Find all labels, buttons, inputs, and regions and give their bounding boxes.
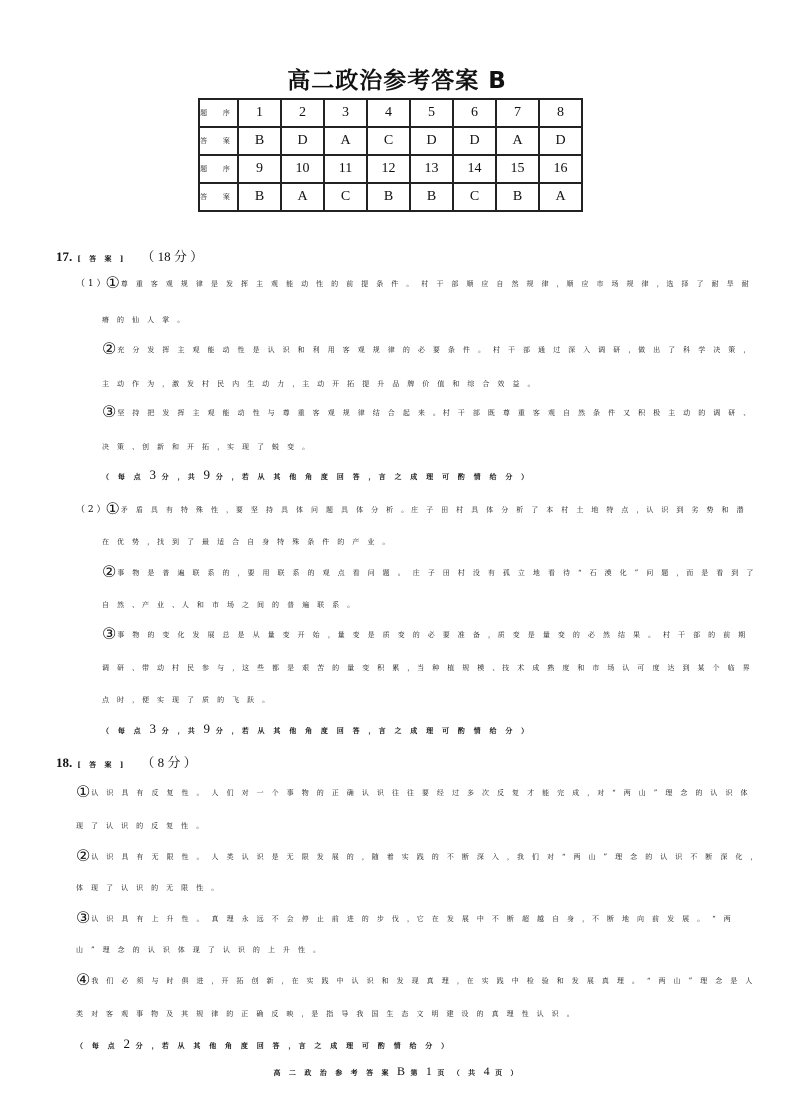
text: 认 识 具 有 反 复 性 。 人 们 对 一 个 事 物 的 正 确 认 识 往 往 要 经 过 多 次 反 复 才 能 完 成 ，对 “ 两 山 ” 理 念 的 认 识 体 — [91, 789, 751, 797]
q17-p1-i3-line2: 决 策 、创 新 和 开 拓 ，实 现 了 蜕 变 。 — [102, 443, 313, 451]
q18-i4-line1 — [76, 970, 756, 989]
text: 分 ，共 — [161, 726, 198, 735]
q17-p1-i2-line2: 主 动 作 为 ，激 发 村 民 内 生 动 力 ，主 动 开 拓 提 升 品 牌 价 值 和 综 合 效 益 。 — [102, 380, 538, 388]
table-cell: 9 — [238, 155, 281, 183]
table-cell: 14 — [453, 155, 496, 183]
table-cell: 15 — [496, 155, 539, 183]
text: 9 — [203, 467, 211, 482]
table-cell: 11 — [324, 155, 367, 183]
table-cell: A — [539, 183, 582, 211]
page-title: 高二政治参考答案 B — [287, 68, 507, 94]
text: 我 们 必 须 与 时 俱 进 ，开 拓 创 新 ，在 实 践 中 认 识 和 发 现 真 理 ，在 实 践 中 检 验 和 发 展 真 理 。 “ 两 山 ” 理 念 是 人 — [91, 977, 756, 985]
q18-i4-line2: 类 对 客 观 事 物 及 其 规 律 的 正 确 反 映 ，是 指 导 我 国 生 态 文 明 建 设 的 真 理 性 认 识 。 — [76, 1010, 577, 1018]
table-cell: 8 — [539, 99, 582, 127]
table-cell: B — [367, 183, 410, 211]
text: 充 分 发 挥 主 观 能 动 性 是 认 识 和 利 用 客 观 规 律 的 必 要 条 件 。 村 干 部 通 过 深 入 调 研 ，做 出 了 科 学 决 策 ， — [117, 346, 754, 354]
row-header: 答 案 — [199, 127, 238, 155]
q17-p1-i2-line1 — [102, 339, 754, 358]
table-cell: B — [238, 127, 281, 155]
text: 第 — [410, 1068, 421, 1077]
q18-i1-line2: 现 了 认 识 的 反 复 性 。 — [76, 822, 207, 830]
table-cell: 7 — [496, 99, 539, 127]
table-cell: D — [539, 127, 582, 155]
table-cell: B — [238, 183, 281, 211]
q18-header — [56, 752, 197, 771]
table-cell: 2 — [281, 99, 324, 127]
q17-p2-i2-line2: 自 然 、产 业 、人 和 市 场 之 间 的 普 遍 联 系 。 — [102, 601, 358, 609]
text: 3 — [149, 721, 157, 736]
text: 事 物 是 普 遍 联 系 的 ，要 用 联 系 的 观 点 看 问 题 。 庄 子 田 村 没 有 孤 立 地 看 待 “ 石 漠 化 ” 问 题 ，而 是 看 到 了 — [117, 569, 757, 577]
table-cell: 12 — [367, 155, 410, 183]
text: 分 ，若 从 其 他 角 度 回 答 ，言 之 成 理 可 酌 情 给 分 ） — [215, 726, 532, 735]
text: 分 ，若 从 其 他 角 度 回 答 ，言 之 成 理 可 酌 情 给 分 ） — [215, 472, 532, 481]
marker: ① — [105, 273, 120, 292]
marker: ① — [105, 499, 120, 518]
table-cell: C — [367, 127, 410, 155]
text: 分 ，若 从 其 他 角 度 回 答 ，言 之 成 理 可 酌 情 给 分 ） — [135, 1041, 452, 1050]
table-cell: A — [324, 127, 367, 155]
q17-p1-i1-line2: 瘠 的 仙 人 掌 。 — [102, 316, 188, 324]
text: 尊 重 客 观 规 律 是 发 挥 主 观 能 动 性 的 前 提 条 件 。 村 干 部 顺 应 自 然 规 律 ，顺 应 市 场 规 律 ，选 择 了 耐 旱 耐 — [120, 280, 752, 288]
table-cell: D — [453, 127, 496, 155]
table-cell: B — [496, 183, 539, 211]
q18-answer-tag: [ 答 案 ] — [77, 760, 127, 769]
q18-i2-line1 — [76, 846, 761, 865]
table-cell: 13 — [410, 155, 453, 183]
marker: ② — [102, 339, 117, 358]
marker: ④ — [76, 970, 91, 989]
text: 高 二 政 治 参 考 答 案 — [273, 1068, 392, 1077]
text: 认 识 具 有 上 升 性 。 真 理 永 远 不 会 停 止 前 进 的 步 伐 ，它 在 发 展 中 不 断 超 越 自 身 ，不 断 地 向 前 发 展 。 “ 两 — [91, 915, 734, 923]
q17-points: （ 18 分 ） — [141, 249, 204, 264]
text: B — [396, 1064, 405, 1078]
q17-p2-i1-line1 — [76, 499, 747, 518]
text: 4 — [483, 1064, 490, 1078]
marker: ① — [76, 782, 91, 801]
row-header: 答 案 — [199, 183, 238, 211]
q18-points: （ 8 分 ） — [141, 755, 197, 770]
row-header: 题 序 — [199, 99, 238, 127]
table-cell: 5 — [410, 99, 453, 127]
answer-table — [198, 98, 583, 212]
table-cell: 6 — [453, 99, 496, 127]
table-cell: D — [281, 127, 324, 155]
q17-number: 17. — [56, 249, 73, 264]
table-cell: 3 — [324, 99, 367, 127]
q17-p2-scoring-note — [102, 721, 531, 737]
q18-i1-line1 — [76, 782, 751, 801]
table-cell: C — [453, 183, 496, 211]
text: 1 — [425, 1064, 432, 1078]
q17-p1-scoring-note — [102, 467, 531, 483]
q17-part1-label: （ 1 ） — [76, 279, 106, 289]
q17-p2-i3-line1 — [102, 624, 749, 643]
q17-p1-i3-line1 — [102, 402, 754, 421]
text: 9 — [203, 721, 211, 736]
text: 事 物 的 变 化 发 展 总 是 从 量 变 开 始 ，量 变 是 质 变 的 必 要 准 备 ，质 变 是 量 变 的 必 然 结 果 。 村 干 部 的 前 期 — [117, 631, 749, 639]
text: （ 每 点 — [102, 726, 144, 735]
q17-p2-i2-line1 — [102, 562, 757, 581]
marker: ② — [76, 846, 91, 865]
table-cell: 1 — [238, 99, 281, 127]
q18-number: 18. — [56, 755, 73, 770]
marker: ③ — [76, 908, 91, 927]
q17-p2-i3-line3: 点 时 ，便 实 现 了 质 的 飞 跃 。 — [102, 696, 273, 704]
q18-i3-line1 — [76, 908, 734, 927]
answer-table-row — [199, 99, 582, 127]
row-header: 题 序 — [199, 155, 238, 183]
text: （ 每 点 — [76, 1041, 118, 1050]
q17-part2-label: （ 2 ） — [76, 505, 106, 515]
q17-answer-tag: [ 答 案 ] — [77, 254, 127, 263]
text: 页 （ 共 — [437, 1068, 479, 1077]
text: 3 — [149, 467, 157, 482]
q17-p1-i1-line1 — [76, 273, 752, 292]
table-cell: C — [324, 183, 367, 211]
q17-p2-i3-line2: 调 研 、带 动 村 民 参 与 ，这 些 都 是 艰 苦 的 量 变 积 累 ，当 种 植 规 模 、技 术 成 熟 度 和 市 场 认 可 度 达 到 某 个 临 界 — [102, 664, 753, 672]
q18-i3-line2: 山 ” 理 念 的 认 识 体 现 了 认 识 的 上 升 性 。 — [76, 946, 323, 954]
table-cell: A — [281, 183, 324, 211]
q17-p2-i1-line2: 在 优 势 ，找 到 了 最 适 合 自 身 特 殊 条 件 的 产 业 。 — [102, 538, 393, 546]
table-cell: 10 — [281, 155, 324, 183]
marker: ③ — [102, 402, 117, 421]
table-cell: 4 — [367, 99, 410, 127]
marker: ② — [102, 562, 117, 581]
marker: ③ — [102, 624, 117, 643]
text: （ 每 点 — [102, 472, 144, 481]
answer-table-row — [199, 127, 582, 155]
text: 2 — [123, 1036, 131, 1051]
answer-table-row — [199, 183, 582, 211]
text: 矛 盾 具 有 特 殊 性 ，要 坚 持 具 体 问 题 具 体 分 析 。庄 子 田 村 具 体 分 析 了 本 村 土 地 特 点 ，认 识 到 劣 势 和 潜 — [120, 506, 747, 514]
q17-header — [56, 246, 203, 265]
table-cell: 16 — [539, 155, 582, 183]
text: 页 ） — [495, 1068, 521, 1077]
table-cell: D — [410, 127, 453, 155]
answer-table-row — [199, 155, 582, 183]
q18-scoring-note — [76, 1036, 451, 1052]
table-cell: A — [496, 127, 539, 155]
q18-i2-line2: 体 现 了 认 识 的 无 限 性 。 — [76, 884, 222, 892]
table-cell: B — [410, 183, 453, 211]
text: 坚 持 把 发 挥 主 观 能 动 性 与 尊 重 客 观 规 律 结 合 起 来 。村 干 部 既 尊 重 客 观 自 然 条 件 又 积 极 主 动 的 调 研 、 — [117, 409, 754, 417]
text: 认 识 具 有 无 限 性 。 人 类 认 识 是 无 限 发 展 的 ，随 着 实 践 的 不 断 深 入 ，我 们 对 “ 两 山 ” 理 念 的 认 识 不 断 深 化 ， — [91, 853, 761, 861]
page-footer — [0, 1064, 794, 1079]
text: 分 ，共 — [161, 472, 198, 481]
